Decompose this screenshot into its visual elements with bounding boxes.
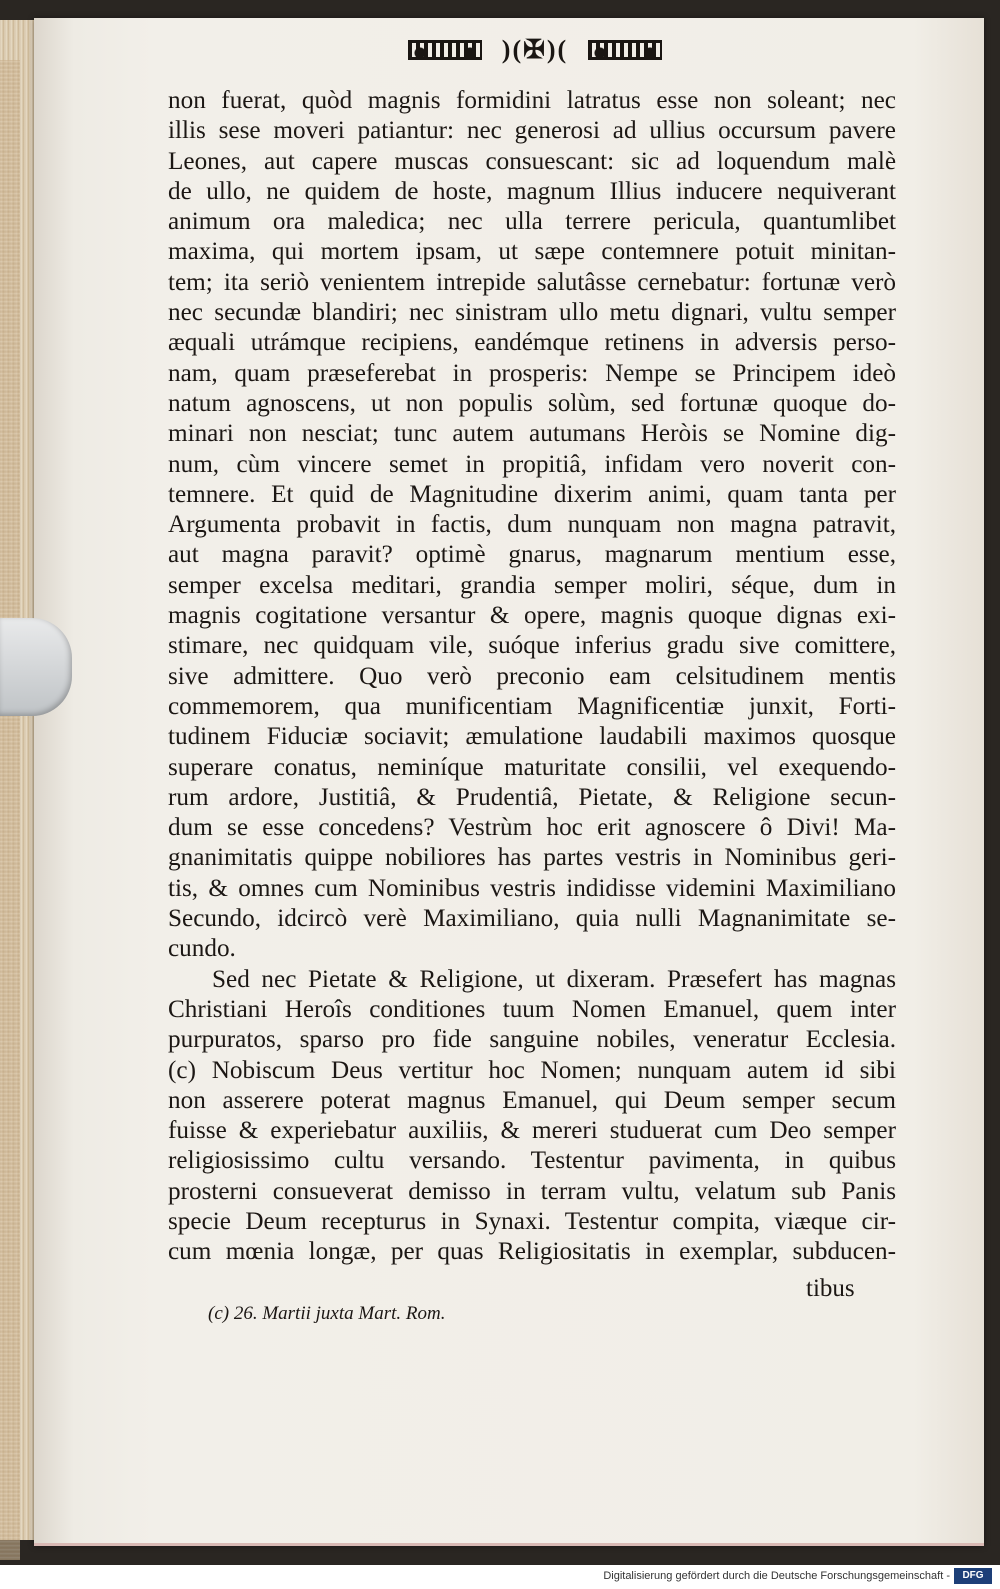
text-line: fuisse & experiebatur auxiliis, & mereri studuerat cum Deo semper bbox=[168, 1117, 896, 1145]
page-clip bbox=[0, 618, 72, 716]
text-line: Christiani Heroîs conditiones tuum Nomen Emanuel, quem inter bbox=[168, 995, 896, 1023]
text-line: superare conatus, neminíque maturitate consilii, vel exequendo- bbox=[168, 753, 896, 781]
text-line: Secundo, idcircò verè Maximiliano, quia nulli Magnanimitate se- bbox=[168, 905, 896, 933]
text-line: animum ora maledica; nec ulla terrere pericula, quantumlibet bbox=[168, 208, 896, 236]
text-line: æquali utrámque recipiens, eandémque retinens in adversis perso- bbox=[168, 329, 896, 357]
text-line: cum mœnia longæ, per quas Religiositatis in exemplar, subducen- bbox=[168, 1238, 896, 1266]
text-line: (c) Nobiscum Deus vertitur hoc Nomen; nunquam autem id sibi bbox=[168, 1056, 896, 1084]
text-line: prosterni consueverat demisso in terram vultu, velatum sub Panis bbox=[168, 1177, 896, 1205]
text-line: commemorem, qua munificentiam Magnificentiæ junxit, Forti- bbox=[168, 692, 896, 720]
text-line: nam, quam præseferebat in prosperis: Nempe se Principem ideò bbox=[168, 359, 896, 387]
catchword: tibus bbox=[806, 1275, 855, 1302]
text-line: rum ardore, Justitiâ, & Prudentiâ, Pietate, & Religione secun- bbox=[168, 783, 896, 811]
page-body-text bbox=[168, 86, 896, 1268]
text-line: temnere. Et quid de Magnitudine dixerim animi, quam tanta per bbox=[168, 480, 896, 508]
text-line: religiosissimo cultu versando. Testentur pavimenta, in quibus bbox=[168, 1147, 896, 1175]
text-line: non asserere poterat magnus Emanuel, qui Deum semper secum bbox=[168, 1086, 896, 1114]
page-edges-texture bbox=[0, 60, 20, 1560]
text-line: dum se esse concedens? Vestrùm hoc erit agnoscere ô Divi! Ma- bbox=[168, 814, 896, 842]
header-ornament bbox=[390, 36, 680, 64]
text-line: sive admittere. Quo verò preconio eam celsitudinem mentis bbox=[168, 662, 896, 690]
ornament-left-icon bbox=[408, 40, 482, 60]
digitization-footer bbox=[0, 1565, 1000, 1589]
ornament-right-icon bbox=[588, 40, 662, 60]
text-line: tis, & omnes cum Nominibus vestris indidisse videmini Maximiliano bbox=[168, 874, 896, 902]
text-line: tudinem Fiduciæ sociavit; æmulatione laudabili maximos quosque bbox=[168, 723, 896, 751]
text-line: maxima, qui mortem ipsam, ut sæpe contemnere potuit minitan- bbox=[168, 238, 896, 266]
text-line: Sed nec Pietate & Religione, ut dixeram. Præsefert has magnas bbox=[212, 965, 896, 993]
text-line: illis sese moveri patiantur: nec generosi ad ullius occursum pavere bbox=[168, 117, 896, 145]
text-line: aut magna paravit? optimè gnarus, magnarum mentium esse, bbox=[168, 541, 896, 569]
text-line: tem; ita seriò venientem intrepide salutâsse cernebatur: fortunæ verò bbox=[168, 268, 896, 296]
text-line: Leones, aut capere muscas consuescant: sic ad loquendum malè bbox=[168, 147, 896, 175]
text-line: magnis cogitatione versantur & opere, magnis quoque dignas exi- bbox=[168, 602, 896, 630]
text-line: num, cùm vincere semet in propitiâ, infidam vero noverit con- bbox=[168, 450, 896, 478]
text-line: Argumenta probavit in factis, dum nunquam non magna patravit, bbox=[168, 511, 896, 539]
text-line: non fuerat, quòd magnis formidini latratus esse non soleant; nec bbox=[168, 87, 896, 114]
text-line: nec secundæ blandiri; nec sinistram ullo metu dignari, vultu semper bbox=[168, 299, 896, 327]
ornament-cross-icon: )(✠)( bbox=[501, 35, 569, 64]
text-line: specie Deum recepturus in Synaxi. Testentur compita, viæque cir- bbox=[168, 1207, 896, 1235]
text-line: gnanimitatis quippe nobiliores has partes vestris in Nominibus geri- bbox=[168, 844, 896, 872]
text-line: cundo. bbox=[168, 935, 236, 963]
text-line: stimare, nec quidquam vile, suóque inferius gradu sive comittere, bbox=[168, 632, 896, 660]
text-line: de ullo, ne quidem de hoste, magnum Illius inducere nequiverant bbox=[168, 177, 896, 205]
text-line: semper excelsa meditari, grandia semper moliri, séque, dum in bbox=[168, 571, 896, 599]
dfg-logo-icon: DFG bbox=[954, 1568, 992, 1584]
text-line: minari non nesciat; tunc autem autumans Heròis se Nomine dig- bbox=[168, 420, 896, 448]
footnote: (c) 26. Martii juxta Mart. Rom. bbox=[208, 1303, 446, 1324]
text-line: natum agnoscens, ut non populis solùm, sed fortunæ quoque do- bbox=[168, 389, 896, 417]
footer-credit: Digitalisierung gefördert durch die Deutsche Forschungsgemeinschaft - bbox=[603, 1570, 950, 1582]
text-line: purpuratos, sparso pro fide sanguine nobiles, veneratur Ecclesia. bbox=[168, 1026, 896, 1054]
